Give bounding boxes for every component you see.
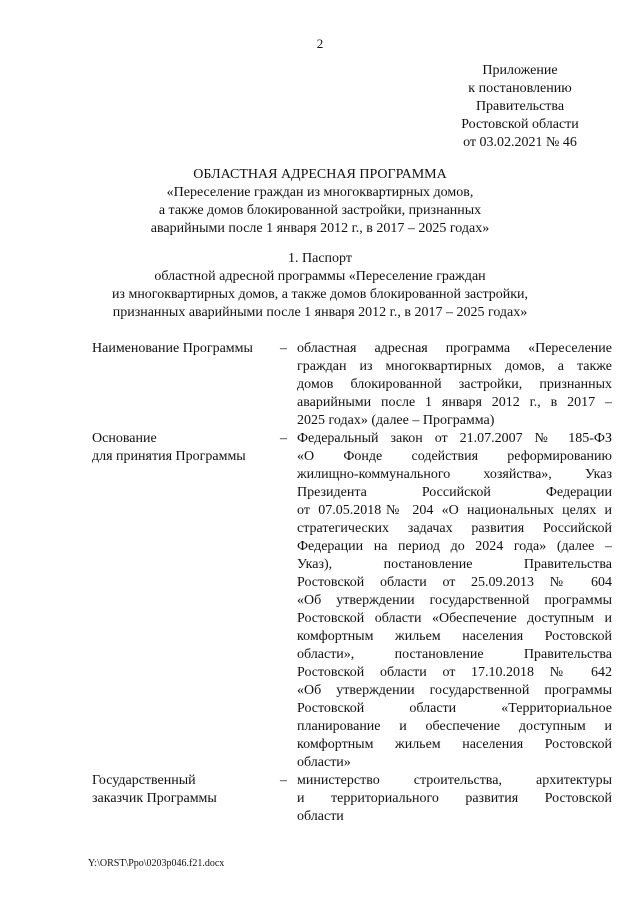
row-value-line: «Об утверждении государственной программы [297, 593, 612, 608]
row-value-line: «Об утверждении государственной программы [297, 683, 612, 698]
row-value-line: области [297, 809, 344, 824]
appendix-line: Приложение [482, 63, 558, 78]
row-dash: – [280, 773, 287, 788]
row-value [297, 430, 612, 772]
row-value-line: жилищно-коммунального хозяйства», Указ [297, 467, 612, 482]
row-value-line: домов блокированной застройки, признанных [297, 377, 612, 392]
title-line: а также домов блокированной застройки, признанных [158, 203, 482, 218]
row-value-line: области», постановление Правительства [297, 647, 612, 662]
row-label-line: Наименование Программы [92, 341, 253, 356]
row-value-line: и территориального развития Ростовской [297, 791, 612, 806]
row-value-line: 2025 годах» (далее – Программа) [297, 413, 495, 428]
row-label [92, 772, 272, 808]
row-value-line: Указ), постановление Правительства [297, 557, 612, 572]
appendix-block [420, 62, 620, 152]
row-value-line: Ростовской области от 25.09.2013 № 604 [297, 575, 612, 590]
file-path-footer: Y:\ORST\Ppo\0203p046.f21.docx [88, 858, 225, 869]
row-label-line: для принятия Программы [92, 449, 246, 464]
row-label [92, 430, 272, 466]
row-value-line: комфортным жильем населения Ростовской [297, 737, 612, 752]
appendix-line: Правительства [475, 99, 565, 114]
passport-line: 1. Паспорт [288, 251, 352, 266]
row-dash: – [280, 341, 287, 356]
row-value-line: Президента Российской Федерации [297, 485, 612, 500]
title-line: «Переселение граждан из многоквартирных домов, [166, 185, 474, 200]
row-label-line: заказчик Программы [92, 791, 217, 806]
title-line: аварийными после 1 января 2012 г., в 2017 – 2025 годах» [150, 221, 490, 236]
passport-line: признанных аварийными после 1 января 2012 г., в 2017 – 2025 годах» [112, 305, 528, 320]
row-value-line: комфортным жильем населения Ростовской [297, 629, 612, 644]
row-label [92, 340, 272, 358]
row-value [297, 340, 612, 430]
row-dash: – [280, 431, 287, 446]
passport-line: из многоквартирных домов, а также домов блокированной застройки, [111, 287, 529, 302]
row-value-line: граждан из многоквартирных домов, а также [297, 359, 612, 374]
row-value-line: Федеральный закон от 21.07.2007 № 185-ФЗ [297, 431, 612, 446]
title-line: ОБЛАСТНАЯ АДРЕСНАЯ ПРОГРАММА [193, 167, 447, 182]
row-value [297, 772, 612, 826]
program-title [40, 166, 600, 238]
row-value-line: Ростовской области «Обеспечение доступным и [297, 611, 612, 626]
row-label-line: Государственный [92, 773, 196, 788]
row-value-line: стратегических задачах развития Российской [297, 521, 612, 536]
row-value-line: от 07.05.2018№ 204 «О национальных целях и [297, 503, 612, 518]
appendix-line: к постановлению [468, 81, 572, 96]
row-value-line: министерство строительства, архитектуры [297, 773, 612, 788]
row-label-line: Основание [92, 431, 157, 446]
row-value-line: Федерации на период до 2024 года» (далее – [297, 539, 612, 554]
row-value-line: областная адресная программа «Переселение [297, 341, 612, 356]
appendix-line: Ростовской области [461, 117, 579, 132]
row-value-line: планирование и обеспечение доступным и [297, 719, 612, 734]
passport-heading [40, 250, 600, 322]
row-value-line: области» [297, 755, 351, 770]
row-value-line: «О Фонде содействия реформированию [297, 449, 612, 464]
row-value-line: Ростовской области «Территориальное [297, 701, 612, 716]
page-number: 2 [316, 36, 324, 51]
appendix-line: от 03.02.2021 № 46 [463, 135, 577, 150]
row-value-line: Ростовской области от 17.10.2018 № 642 [297, 665, 612, 680]
row-value-line: аварийными после 1 января 2012 г., в 2017 – [297, 395, 612, 410]
passport-line: областной адресной программы «Переселение граждан [154, 269, 486, 284]
